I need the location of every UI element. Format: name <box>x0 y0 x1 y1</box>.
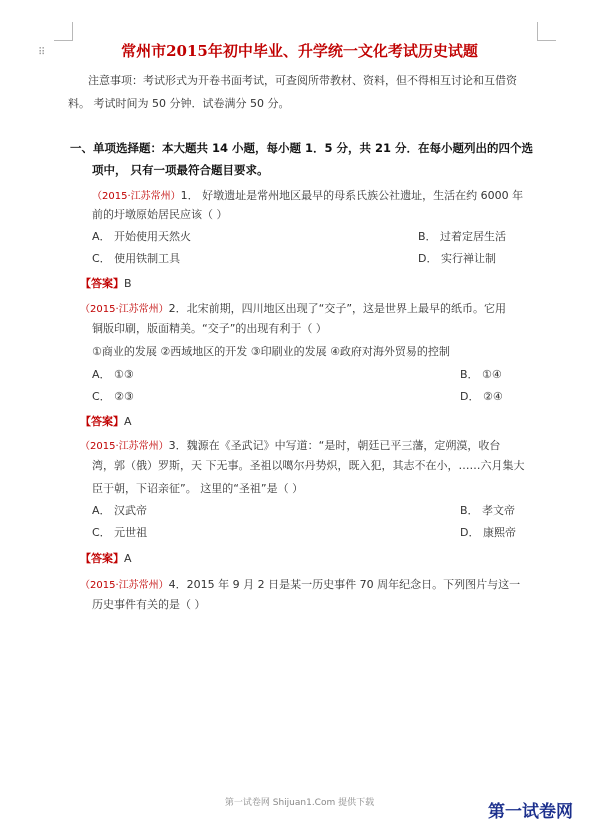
question-4-line-1 <box>80 573 520 592</box>
section-1-heading-line-1: 一、单项选择题：本大题共 14 小题，每小题 1．5 分，共 21 分．在每小题列出的四个选 <box>70 141 534 155</box>
question-3-line-1 <box>80 434 500 453</box>
notice-line-2: 料。 考试时间为 50 分钟．试卷满分 50 分。 <box>68 97 290 110</box>
question-1-option-d: D． 实行禅让制 <box>418 252 496 265</box>
brand-watermark: 第一试卷网 <box>488 802 573 822</box>
question-1-option-b: B． 过着定居生活 <box>418 230 507 243</box>
question-1-option-c: C． 使用铁制工具 <box>92 252 181 265</box>
question-2-items: ①商业的发展 ②西域地区的开发 ③印刷业的发展 ④政府对海外贸易的控制 <box>92 345 450 358</box>
question-2-source: （2015·江苏常州） <box>80 304 169 315</box>
question-2-stem: 2．北宋前期，四川地区出现了“交子”，这是世界上最早的纸币。它用 <box>168 302 507 315</box>
footer-text: 第一试卷网 Shijuan1.Com 提供下载 <box>224 798 375 808</box>
question-3-option-c: C． 元世祖 <box>92 526 148 539</box>
notice-line-1: 注意事项：考试形式为开卷书面考试，可查阅所带教材、资料，但不得相互讨论和互借资 <box>88 74 517 87</box>
question-3-option-b: B． 孝文帝 <box>460 504 516 517</box>
question-2-option-d: D． ②④ <box>460 390 503 403</box>
drag-handle-icon[interactable]: ⠿ <box>38 47 47 58</box>
question-2-line-2: 铜版印刷，版面精美。“交子”的出现有利于（ ） <box>92 322 327 335</box>
page-corner-mark-top-right <box>537 22 556 41</box>
question-4-stem: 4．2015 年 9 月 2 日是某一历史事件 70 周年纪念日。下列图片与这一 <box>168 578 521 591</box>
question-3-option-d: D． 康熙帝 <box>460 526 516 539</box>
question-4-source: （2015·江苏常州） <box>80 580 169 591</box>
question-2-answer-label: 【答案】 <box>80 415 124 428</box>
question-1-answer <box>80 272 132 291</box>
question-3-answer-value: A <box>124 552 132 565</box>
question-3-stem: 3．魏源在《圣武记》中写道：“是时，朝廷已平三藩，定朔漠，收台 <box>168 439 501 452</box>
question-3-answer-label: 【答案】 <box>80 552 124 565</box>
question-3-line-3: 臣于朝，下诏亲征”。 这里的“圣祖”是（ ） <box>92 482 304 495</box>
question-1-line-2: 前的圩墩原始居民应该（ ） <box>92 208 228 221</box>
question-2-option-b: B． ①④ <box>460 368 502 381</box>
question-1-option-a: A． 开始使用天然火 <box>92 230 192 243</box>
question-2-answer-value: A <box>124 415 132 428</box>
question-3-line-2: 湾，郭（俄）罗斯，天 下无事。圣祖以噶尔丹势炽，既入犯，其志不在小，……六月集大 <box>92 459 525 472</box>
question-2-option-a: A． ①③ <box>92 368 134 381</box>
question-4-line-2: 历史事件有关的是（ ） <box>92 598 206 611</box>
question-2-option-c: C． ②③ <box>92 390 134 403</box>
page-corner-mark-top-left <box>54 22 73 41</box>
question-2-answer <box>80 410 132 429</box>
question-1-source: （2015·江苏常州） <box>92 191 181 202</box>
question-3-answer <box>80 547 132 566</box>
document-title: 常州市2015年初中毕业、升学统一文化考试历史试题 <box>121 42 478 60</box>
section-1-heading-line-2: 项中， 只有一项最符合题目要求。 <box>92 163 269 177</box>
question-3-source: （2015·江苏常州） <box>80 441 169 452</box>
question-1-line-1 <box>92 184 523 203</box>
question-3-option-a: A． 汉武帝 <box>92 504 148 517</box>
question-1-stem: 1． 好墩遗址是常州地区最早的母系氏族公社遗址，生活在约 6000 年 <box>180 189 524 202</box>
question-2-line-1 <box>80 297 506 316</box>
question-1-answer-value: B <box>124 277 132 290</box>
question-1-answer-label: 【答案】 <box>80 277 124 290</box>
